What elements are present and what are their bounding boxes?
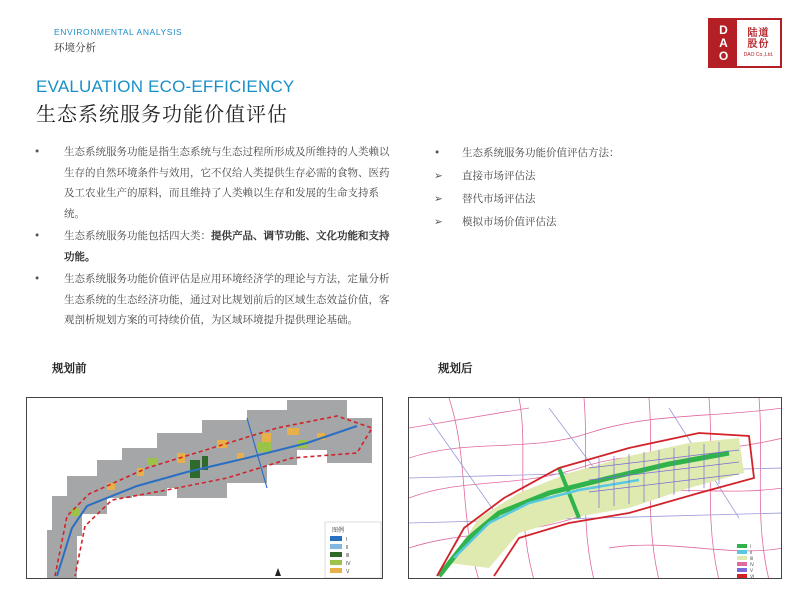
logo-dao-mark: D A O — [710, 20, 737, 66]
map-legend — [737, 544, 747, 578]
logo-name-top: 陆道 — [747, 28, 770, 39]
legend-label: Ⅴ — [750, 569, 754, 574]
north-arrow-icon — [275, 568, 281, 576]
paragraph-evaluation — [30, 269, 390, 331]
categories-emphasis: 提供产品、调节功能、文化功能和支持功能。 — [64, 230, 390, 263]
bullet: • — [34, 230, 41, 242]
land-blocks — [47, 400, 372, 578]
legend-label: Ⅳ — [346, 561, 351, 567]
legend-label: Ⅰ — [346, 537, 348, 543]
paragraph-text: 生态系统服务功能是指生态系统与生态过程所形成及所维持的人类赖以生存的自然环境条件与效用，它不仅给人类提供生存必需的食物、医药及工农业生产的原料，而且维持了人类赖以生存和发展的生命支持系统。 — [64, 146, 390, 220]
company-logo — [708, 18, 782, 68]
logo-wordmark — [737, 20, 780, 66]
legend-label: Ⅱ — [346, 545, 349, 551]
bullet: • — [434, 147, 441, 159]
paragraph-text: 生态系统服务功能包括四大类：提供产品、调节功能、文化功能和支持功能。 — [64, 230, 390, 263]
map-after-planning — [408, 397, 782, 579]
page-title-cn: 生态系统服务功能价值评估 — [36, 102, 288, 126]
methods-intro: • 生态系统服务功能价值评估方法： — [432, 142, 732, 165]
arrow-bullet-icon: ➢ — [434, 216, 443, 228]
legend-label: Ⅳ — [750, 563, 755, 568]
legend-label: Ⅱ — [750, 551, 753, 556]
paragraph-text: 生态系统服务功能价值评估是应用环境经济学的理论与方法，定量分析生态系统的生态经济功能，通过对比规划前后的区域生态效益价值，客观剖析规划方案的可持续价值，为区域环境提升提供理论基础。 — [64, 273, 390, 326]
method-item: ➢ 模拟市场价值评估法 — [432, 211, 732, 234]
legend-label: Ⅵ — [750, 575, 755, 579]
method-item: ➢ 替代市场评估法 — [432, 188, 732, 211]
bullet: • — [34, 146, 41, 158]
bullet: • — [34, 273, 41, 285]
legend-title: 图例 — [332, 527, 345, 534]
method-item: ➢ 直接市场评估法 — [432, 165, 732, 188]
page-title-en: EVALUATION ECO-EFFICIENCY — [36, 77, 295, 96]
arrow-bullet-icon: ➢ — [434, 193, 443, 205]
legend-label: Ⅲ — [750, 557, 754, 562]
map-before-graphic — [27, 398, 383, 579]
map-after-graphic — [409, 398, 782, 579]
legend-label: Ⅰ — [750, 545, 752, 550]
logo-name-bottom: 股份 — [747, 39, 770, 50]
paragraph-definition — [30, 142, 390, 224]
paragraph-categories — [30, 226, 390, 267]
arrow-bullet-icon: ➢ — [434, 170, 443, 182]
section-title-en: ENVIRONMENTAL ANALYSIS — [54, 27, 183, 37]
section-title-cn: 环境分析 — [54, 42, 96, 54]
methods-list — [432, 142, 732, 234]
legend-label: Ⅴ — [346, 569, 350, 575]
logo-subtitle: DAO Co.,Ltd. — [743, 52, 774, 58]
map-before-label: 规划前 — [52, 361, 87, 375]
legend-label: Ⅲ — [346, 553, 350, 559]
map-before-planning — [26, 397, 383, 579]
description-column — [30, 142, 390, 333]
map-after-label: 规划后 — [438, 361, 473, 375]
